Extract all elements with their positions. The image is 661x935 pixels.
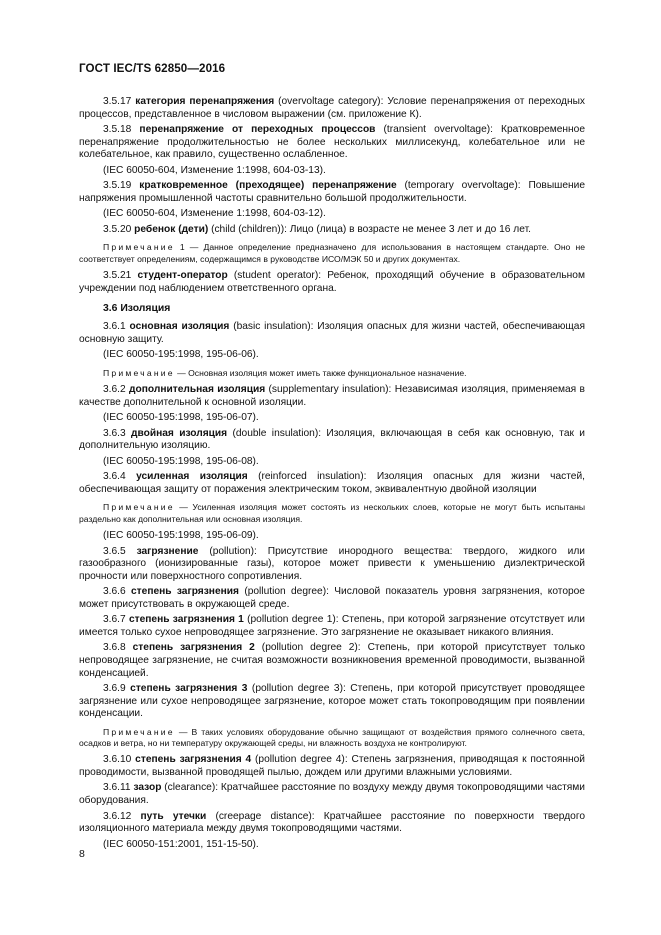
section-heading: 3.6 Изоляция: [103, 303, 171, 315]
note: Примечание — Усиленная изоляция может состоять из нескольких слоев, которые не могут быть испытаны раздельно как дополнительная или основная изоляция.: [79, 502, 585, 524]
clause-3-6-10: 3.6.10 степень загрязнения 4 (pollution degree 4): Степень загрязнения, приводящая к постоянной проводимости, вызванной проводящей пылью, дождем или другими влажными условиями.: [79, 754, 585, 778]
clause-reference: (IEC 60050-195:1998, 195-06-06).: [103, 349, 259, 361]
document-body: [79, 96, 585, 851]
clause-3-6-1: 3.6.1 основная изоляция (basic insulation): Изоляция опасных для жизни частей, обеспечивающая основную защиту.: [79, 321, 585, 345]
page-number: 8: [79, 848, 85, 860]
clause-3-6-4: 3.6.4 усиленная изоляция (reinforced insulation): Изоляция опасных для жизни частей, обеспечивающая защиту от поражения электрическим током, эквивалентную двойной изоляции: [79, 471, 585, 495]
clause-reference: (IEC 60050-604, Изменение 1:1998, 604-03-12).: [103, 208, 326, 220]
clause-reference: (IEC 60050-195:1998, 195-06-08).: [103, 455, 259, 467]
clause-3-6-6: 3.6.6 степень загрязнения (pollution degree): Числовой показатель уровня загрязнения, которое может присутствовать в окружающей среде.: [79, 586, 585, 610]
clause-3-6-5: 3.6.5 загрязнение (pollution): Присутствие инородного вещества: твердого, жидкого или газообразного (ионизированные газы), которое может привести к уменьшению диэлектрической прочности или поверхностного сопротивления.: [79, 545, 585, 582]
clause-3-6-7: 3.6.7 степень загрязнения 1 (pollution degree 1): Степень, при которой загрязнение отсутствует или имеется только сухое непроводящее загрязнение. Это загрязнение не оказывает никакого влияния.: [79, 614, 585, 638]
clause-3-5-20: 3.5.20 ребенок (дети) (child (children)): Лицо (лица) в возрасте не менее 3 лет и до 16 лет.: [103, 223, 531, 235]
clause-3-6-2: 3.6.2 дополнительная изоляция (supplementary insulation): Независимая изоляция, применяемая в качестве дополнительной к основной изоляции.: [79, 384, 585, 408]
clause-reference: (IEC 60050-604, Изменение 1:1998, 604-03-13).: [103, 164, 326, 176]
note: Примечание 1 — Данное определение предназначено для использования в настоящем стандарте. Оно не соответствует определениям, содержащимся в руководстве ИСО/МЭК 50 и других документах.: [79, 242, 585, 264]
clause-3-5-17: 3.5.17 категория перенапряжения (overvoltage category): Условие перенапряжения от переходных процессов, представленное в числовом выражении (см. приложение К).: [79, 96, 585, 120]
clause-3-6-11: 3.6.11 зазор (clearance): Кратчайшее расстояние по воздуху между двумя токопроводящими частями оборудования.: [79, 782, 585, 806]
clause-3-6-12: 3.6.12 путь утечки (creepage distance): Кратчайшее расстояние по поверхности твердого изоляционного материала между двумя токопроводящими частями.: [79, 810, 585, 835]
clause-3-5-21: 3.5.21 студент-оператор (student operator): Ребенок, проходящий обучение в образовательном учреждении под наблюдением ответственного органа.: [79, 270, 585, 294]
clause-reference: (IEC 60050-151:2001, 151-15-50).: [103, 838, 259, 850]
clause-3-6-9: 3.6.9 степень загрязнения 3 (pollution degree 3): Степень, при которой присутствует проводящее загрязнение или сухое непроводящее загрязнение, которое может стать токопроводящим при появлении конденсации.: [79, 683, 586, 720]
clause-reference: (IEC 60050-195:1998, 195-06-09).: [103, 530, 259, 542]
clause-3-6-8: 3.6.8 степень загрязнения 2 (pollution degree 2): Степень, при которой присутствует только непроводящее загрязнение, не считая возможности возникновения временной проводимости, вызванной конденсацией.: [79, 642, 586, 679]
clause-reference: (IEC 60050-195:1998, 195-06-07).: [103, 412, 259, 424]
clause-3-5-18: 3.5.18 перенапряжение от переходных процессов (transient overvoltage): Кратковременное перенапряжение продолжительностью не более нескольких миллисекунд, колебательное или не колебательное, как правило, существенно ослабленное.: [79, 124, 585, 161]
clause-3-5-19: 3.5.19 кратковременное (преходящее) перенапряжение (temporary overvoltage): Повышение напряжения промышленной частоты сравнительно большой продолжительности.: [79, 180, 585, 204]
clause-3-6-3: 3.6.3 двойная изоляция (double insulation): Изоляция, включающая в себя как основную, так и дополнительную изоляцию.: [79, 427, 585, 452]
note: Примечание — Основная изоляция может иметь также функциональное назначение.: [103, 367, 467, 378]
note: Примечание — В таких условиях оборудование обычно защищают от воздействия прямого солнечного света, осадков и ветра, но ни температуру окружающей среды, ни влажность воздуха не контролируют.: [79, 726, 585, 749]
document-header: ГОСТ IEC/TS 62850—2016: [79, 62, 226, 75]
